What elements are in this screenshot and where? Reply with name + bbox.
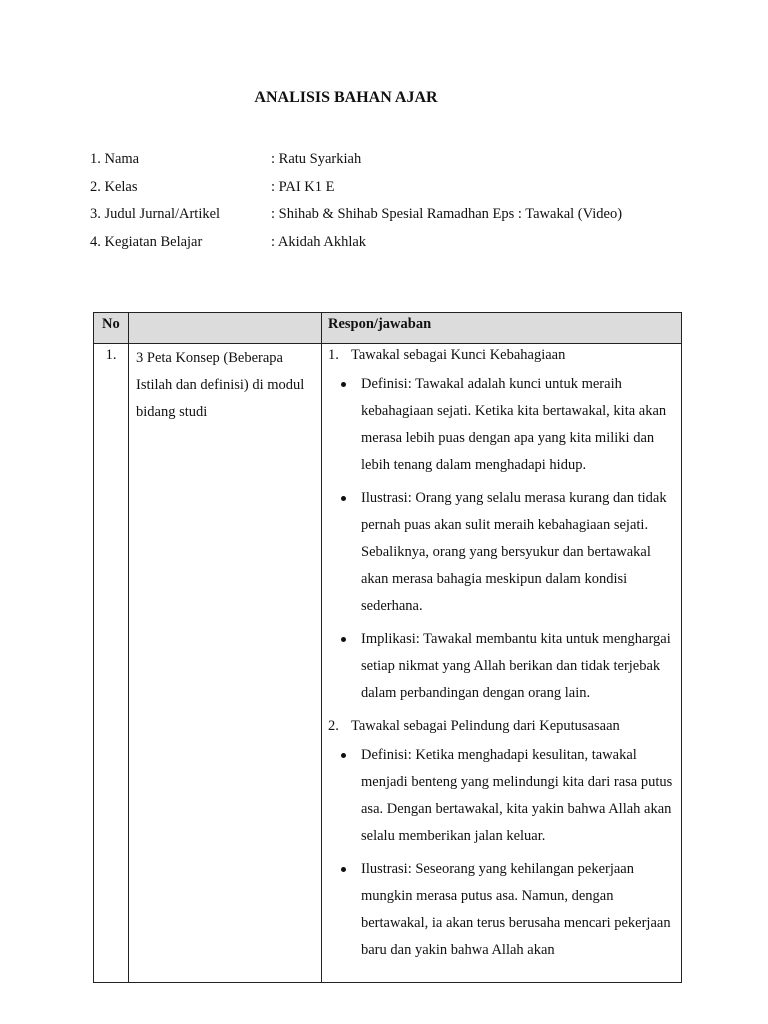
list-item-text: Implikasi: Tawakal membantu kita untuk menghargai setiap nikmat yang Allah berikan dan tidak terjebak dalam perbandingan dengan orang lain. (361, 631, 671, 701)
section-number: 2. (328, 718, 339, 734)
response-section (328, 716, 678, 964)
section-title-text: Tawakal sebagai Kunci Kebahagiaan (351, 347, 566, 363)
section-title-text: Tawakal sebagai Pelindung dari Keputusasaan (351, 718, 620, 734)
column-divider (321, 313, 322, 982)
bullet-icon (341, 753, 346, 758)
info-value: : PAI K1 E (271, 178, 335, 195)
list-item (328, 856, 678, 964)
info-label: 2. Kelas (90, 178, 138, 195)
list-item (328, 485, 678, 620)
header-no: No (102, 316, 120, 332)
list-item-text: Ilustrasi: Orang yang selalu merasa kurang dan tidak pernah puas akan sulit meraih kebahagiaan sejati. Sebaliknya, orang yang bersyukur dan bertawakal akan merasa bahagia meskipun dalam kondisi sederhana. (361, 490, 667, 614)
section-number: 1. (328, 347, 339, 363)
header-response: Respon/jawaban (328, 316, 432, 332)
info-value: : Akidah Akhlak (271, 233, 367, 250)
list-item-text: Definisi: Tawakal adalah kunci untuk meraih kebahagiaan sejati. Ketika kita bertawakal, kita akan merasa lebih puas dengan apa yang kita miliki dan lebih tenang dalam menghadapi hidup. (361, 376, 667, 473)
row-number: 1. (105, 347, 117, 363)
info-value: : Ratu Syarkiah (271, 151, 362, 167)
bullet-icon (341, 637, 346, 642)
info-label: 3. Judul Jurnal/Artikel (90, 206, 221, 222)
bullet-icon (341, 496, 346, 501)
info-label: 4. Kegiatan Belajar (90, 233, 203, 250)
response-section (328, 345, 678, 707)
bullet-icon (341, 382, 346, 387)
section-title (328, 716, 678, 736)
bullet-icon (341, 867, 346, 872)
row-response (328, 345, 678, 973)
analysis-table (93, 312, 682, 983)
document-title: ANALISIS BAHAN AJAR (254, 89, 438, 106)
list-item (328, 626, 678, 707)
list-item-text: Ilustrasi: Seseorang yang kehilangan pekerjaan mungkin merasa putus asa. Namun, dengan bertawakal, ia akan terus berusaha mencari pekerjaan baru dan yakin bahwa Allah akan (361, 861, 671, 958)
row-topic: 3 Peta Konsep (Beberapa Istilah dan definisi) di modul bidang studi (136, 350, 305, 420)
info-label: 1. Nama (90, 151, 140, 167)
list-item-text: Definisi: Ketika menghadapi kesulitan, tawakal menjadi benteng yang melindungi kita dari rasa putus asa. Dengan bertawakal, kita yakin bahwa Allah akan selalu memberikan jalan keluar. (361, 747, 673, 844)
section-title (328, 345, 678, 365)
list-item (328, 742, 678, 850)
table-header-row (94, 313, 681, 344)
column-divider (128, 313, 129, 982)
info-value: : Shihab & Shihab Spesial Ramadhan Eps : Tawakal (Video) (271, 206, 623, 222)
list-item (328, 371, 678, 479)
